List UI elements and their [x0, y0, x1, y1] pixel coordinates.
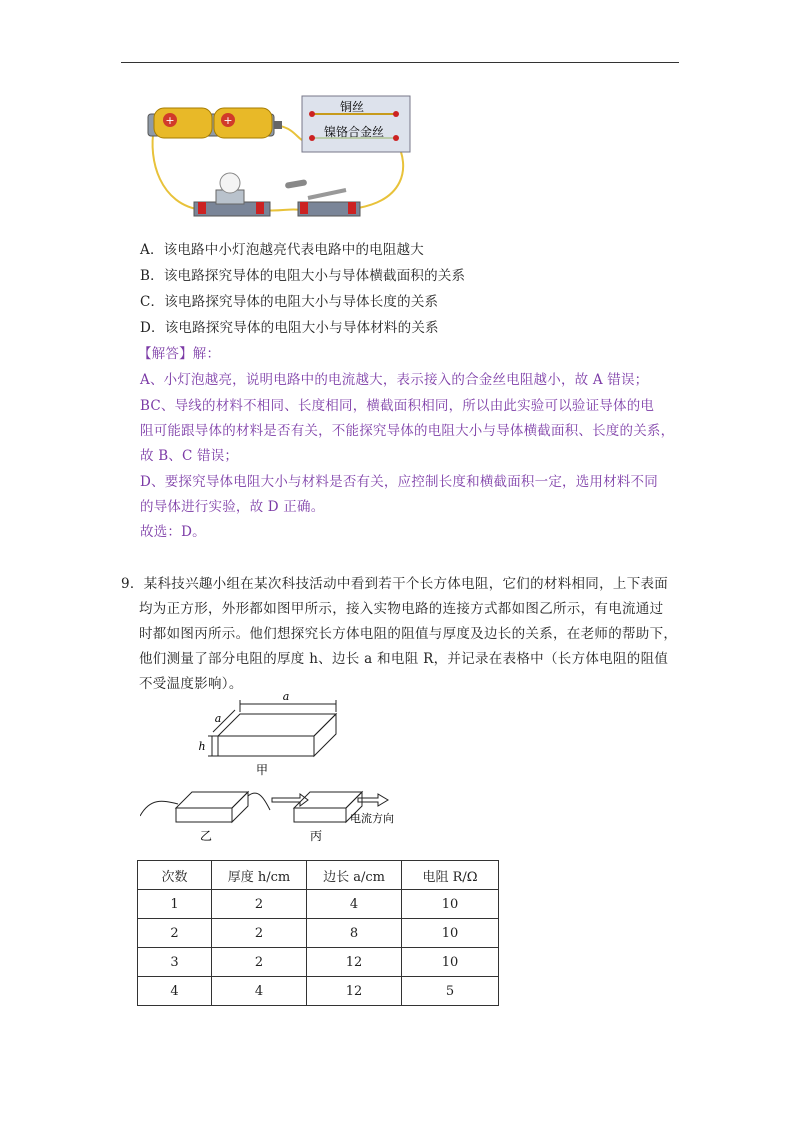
solution-line: 的导体进行实验，故 D 正确。	[140, 499, 325, 515]
solution-line: BC、导线的材料不相同、长度相同，横截面积相同，所以由此实验可以验证导体的电	[140, 398, 655, 414]
option-c: C．该电路探究导体的电阻大小与导体长度的关系	[140, 294, 439, 310]
yi-front-face	[176, 808, 232, 822]
table-cell: 10	[402, 948, 499, 977]
table-cell: 12	[307, 948, 402, 977]
terminal	[198, 202, 206, 214]
switch-handle	[285, 179, 308, 189]
option-d: D．该电路探究导体的电阻大小与导体材料的关系	[140, 320, 439, 336]
label-bing: 丙	[309, 829, 323, 843]
terminal	[300, 202, 308, 214]
yi-top-face	[176, 792, 248, 808]
block-top-face	[218, 714, 336, 736]
table-row	[138, 977, 499, 1006]
table-cell: 4	[212, 977, 307, 1006]
plus-sign: +	[223, 114, 233, 127]
table-header-cell: 电阻 R/Ω	[402, 861, 499, 890]
label-a-top: a	[282, 690, 290, 703]
terminal	[309, 111, 315, 117]
question-9-line: 不受温度影响）。	[139, 676, 243, 692]
nichrome-label: 镍铬合金丝	[323, 125, 385, 139]
solution-line: 故选：D。	[140, 524, 206, 540]
solution-header: 【解答】解：	[138, 346, 221, 362]
table-row	[138, 890, 499, 919]
table-header-cell: 次数	[138, 861, 212, 890]
solution-line: 故 B、C 错误；	[140, 448, 239, 464]
label-a-side: a	[214, 712, 222, 725]
solution-line: D、要探究导体电阻大小与材料是否有关，应控制长度和横截面积一定，选用材料不同	[140, 474, 658, 490]
table-cell: 10	[402, 919, 499, 948]
table-cell: 4	[138, 977, 212, 1006]
terminal	[393, 135, 399, 141]
data-table	[137, 860, 499, 1006]
solution-line: A、小灯泡越亮，说明电路中的电流越大，表示接入的合金丝电阻越小，故 A 错误；	[140, 372, 649, 388]
table-cell: 1	[138, 890, 212, 919]
table-cell: 5	[402, 977, 499, 1006]
switch-lever	[308, 190, 346, 198]
header-rule	[121, 62, 679, 63]
table-cell: 3	[138, 948, 212, 977]
bulb-icon	[220, 173, 240, 193]
yi-wire-left	[140, 801, 178, 816]
plus-sign: +	[165, 114, 175, 127]
bing-front-face	[294, 808, 346, 822]
table-header-row	[138, 861, 499, 890]
table-cell: 2	[212, 919, 307, 948]
table-cell: 2	[212, 948, 307, 977]
circuit-figure	[140, 90, 420, 226]
label-yi: 乙	[199, 829, 213, 843]
table-cell: 4	[307, 890, 402, 919]
bing-top-face	[294, 792, 362, 808]
block-figures	[140, 688, 440, 848]
option-b: B．该电路探究导体的电阻大小与导体横截面积的关系	[140, 268, 466, 284]
table-row	[138, 948, 499, 977]
battery-terminal	[274, 121, 282, 129]
question-9-line: 均为正方形，外形都如图甲所示，接入实物电路的连接方式都如图乙所示，有电流通过	[139, 601, 664, 617]
solution-line: 阻可能跟导体的材料是否有关，不能探究导体的电阻大小与导体横截面积、长度的关系，	[140, 423, 675, 439]
question-9-line: 时都如图丙所示。他们想探究长方体电阻的阻值与厚度及边长的关系，在老师的帮助下，	[139, 626, 678, 642]
table-cell: 12	[307, 977, 402, 1006]
terminal	[348, 202, 356, 214]
wire-left	[153, 128, 202, 210]
yi-side-face	[232, 792, 248, 822]
table-header-cell: 边长 a/cm	[307, 861, 402, 890]
table-cell: 2	[138, 919, 212, 948]
block-front-face	[218, 736, 314, 756]
option-a: A．该电路中小灯泡越亮代表电路中的电阻越大	[140, 242, 424, 258]
table-cell: 10	[402, 890, 499, 919]
table-cell: 2	[212, 890, 307, 919]
yi-wire-right	[248, 793, 270, 810]
label-current-direction: 电流方向	[350, 812, 394, 825]
table-header-cell: 厚度 h/cm	[212, 861, 307, 890]
table-cell: 8	[307, 919, 402, 948]
battery-1	[154, 108, 212, 138]
label-h: h	[198, 740, 206, 753]
terminal	[256, 202, 264, 214]
terminal	[309, 135, 315, 141]
block-side-face	[314, 714, 336, 756]
terminal	[393, 111, 399, 117]
copper-label: 铜丝	[339, 100, 365, 114]
table-row	[138, 919, 499, 948]
question-9-line: 9．某科技兴趣小组在某次科技活动中看到若干个长方体电阻，它们的材料相同，上下表面	[121, 576, 669, 592]
question-9-line: 他们测量了部分电阻的厚度 h、边长 a 和电阻 R，并记录在表格中（长方体电阻的阻值	[139, 651, 669, 667]
label-jia: 甲	[255, 763, 269, 777]
